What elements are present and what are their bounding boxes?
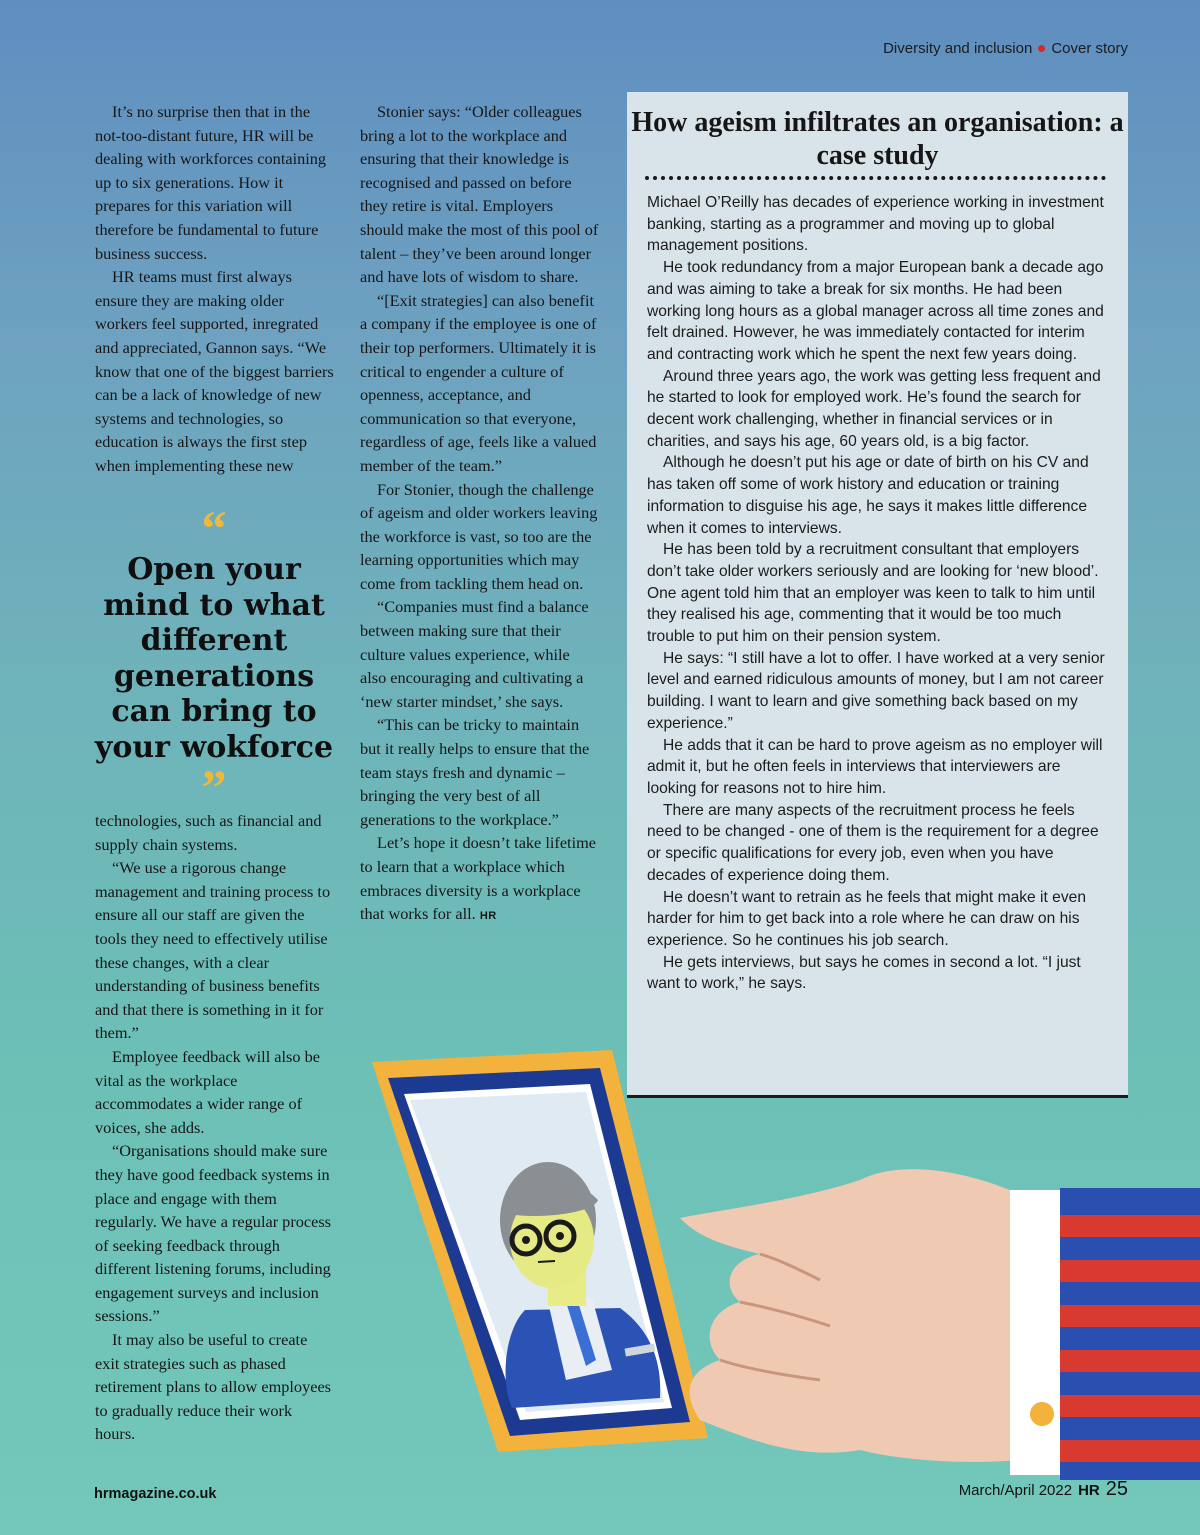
column-one-top (95, 100, 335, 478)
paragraph: It may also be useful to create exit strategies such as phased retirement plans to allow employees to gradually reduce their work hours. (95, 1330, 332, 1444)
column-two (360, 100, 600, 929)
sleeve-icon (1010, 1188, 1200, 1480)
paragraph: He says: “I still have a lot to offer. I have worked at a very senior level and earned ridiculous amounts of money, but I am not career building. I want to learn and give something back based on my experience.” (647, 649, 1105, 732)
open-quote-icon: “ (201, 500, 227, 556)
case-study-box (627, 92, 1128, 1098)
paragraph: It’s no surprise then that in the not-too-distant future, HR will be dealing with workforces containing up to six generations. How it prepares for this variation will therefore be fundamental to future business success. (95, 102, 327, 263)
paragraph: Michael O’Reilly has decades of experience working in investment banking, starting as a programmer and moving up to global management positions. (647, 194, 1104, 255)
hand-icon (680, 1169, 1020, 1462)
website-url: hrmagazine.co.uk (94, 1486, 217, 1502)
paragraph: “[Exit strategies] can also benefit a company if the employee is one of their top performers. Ultimately it is critical to engender a culture of openness, acceptance, and communication so that everyone, regardless of age, feels like a valued member of the team.” (360, 290, 597, 475)
page-number: 25 (1105, 1478, 1128, 1500)
dotted-divider (645, 176, 1106, 180)
subsection-label: Cover story (1051, 40, 1128, 57)
paragraph: “Companies must find a balance between making sure that their culture values experience, while also encouraging and cultivating a ‘new starter mindset,’ she says. (360, 597, 589, 711)
paragraph: technologies, such as financial and supply chain systems. (95, 811, 322, 854)
closing-sentence: Let’s hope it doesn’t take lifetime to learn that a workplace which embraces diversity is a workplace that works for all. (360, 833, 596, 924)
red-dot-icon (1038, 45, 1045, 52)
end-mark: HR (479, 910, 497, 923)
paragraph: “We use a rigorous change management and training process to ensure all our staff are given the tools they need to effectively utilise these changes, with a clear understanding of business benefits and that there is something in it for them.” (95, 858, 331, 1043)
paragraph: “Organisations should make sure they have good feedback systems in place and engage with them regularly. We have a regular process of seeking feedback through different listening forums, including engagement surveys and inclusion sessions.” (95, 1141, 332, 1326)
paragraph: Around three years ago, the work was getting less frequent and he started to look for employed work. He’s found the search for decent work challenging, whether in financial services or in charities, and says his age, 60 years old, is a big factor. (647, 367, 1101, 450)
issue-date: March/April 2022 (958, 1482, 1073, 1499)
paragraph: He adds that it can be hard to prove ageism as no employer will admit it, but he often feels in interviews that interviewers are looking for reasons not to hire him. (647, 736, 1103, 797)
paragraph: There are many aspects of the recruitment process he feels need to be changed - one of them is the requirement for a degree or specific qualifications for every job, even when you have decades of experience doing them. (647, 801, 1099, 884)
phone-hand-illustration (0, 1040, 1200, 1480)
page-footer (959, 1478, 1128, 1501)
section-header (883, 40, 1128, 57)
pull-quote (92, 500, 336, 815)
paragraph: Although he doesn’t put his age or date of birth on his CV and has taken off some of work history and education or training information to disguise his age, he says it makes little difference when it comes to interviews. (647, 454, 1089, 537)
paragraph: Stonier says: “Older colleagues bring a lot to the workplace and ensuring that their knowledge is recognised and passed on before they retire is vital. Employers should make the most of this pool of talent – they’ve been around longer and have lots of wisdom to share. (360, 102, 599, 287)
paragraph: Employee feedback will also be vital as the workplace accommodates a wider range of voices, she adds. (95, 1046, 320, 1137)
hr-logo: HR (1078, 1482, 1100, 1499)
paragraph: He took redundancy from a major European bank a decade ago and was aiming to take a break for six months. He had been working long hours as a global manager across all time zones and felt drained. However, he was immediately contacted for interim and contracting work which he spent the next few years doing. (647, 259, 1104, 363)
paragraph: He has been told by a recruitment consultant that employers don’t take older workers seriously and are looking for ‘new blood’. One agent told him that an employer was keen to talk to him until they realised his age, commenting that it would be too much trouble to put him on their pension system. (647, 541, 1099, 646)
pull-quote-text: Open your mind to what different generations can bring to your wokforce (94, 552, 334, 765)
close-quote-icon: ” (201, 759, 227, 815)
paragraph (360, 831, 600, 928)
paragraph: He doesn’t want to retrain as he feels that might make it even harder for him to get back into a role where he can draw on his experience. So he continues his job search. (647, 888, 1086, 949)
section-label: Diversity and inclusion (883, 40, 1033, 57)
case-study-title: How ageism infiltrates an organisation: a case study (631, 107, 1124, 171)
paragraph: He gets interviews, but says he comes in second a lot. “I just want to work,” he says. (647, 953, 1081, 993)
case-study-body (647, 192, 1112, 995)
paragraph: For Stonier, though the challenge of ageism and older workers leaving the workforce is vast, so too are the learning opportunities which may come from tackling them head on. (360, 479, 598, 593)
paragraph: “This can be tricky to maintain but it really helps to ensure that the team stays fresh and dynamic – bringing the very best of all generations to the workplace.” (360, 715, 590, 829)
paragraph: HR teams must first always ensure they are making older workers feel supported, inregrated and appreciated, Gannon says. “We know that one of the biggest barriers can be a lack of knowledge of new systems and technologies, so education is always the first step when implementing these new (95, 267, 334, 475)
